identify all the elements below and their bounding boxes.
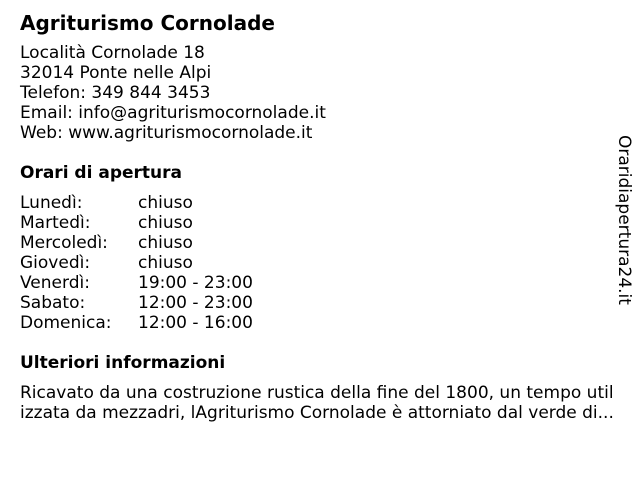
hours-day: Venerdì: xyxy=(20,273,90,293)
hours-row-tuesday xyxy=(20,213,620,233)
hours-table xyxy=(20,193,620,333)
hours-heading: Orari di apertura xyxy=(20,163,182,183)
hours-day: Lunedì: xyxy=(20,193,83,213)
hours-time: 19:00 - 23:00 xyxy=(138,273,253,293)
site-watermark: Oraridiapertura24.it xyxy=(614,135,634,305)
hours-row-thursday xyxy=(20,253,620,273)
hours-day: Martedì: xyxy=(20,213,91,233)
info-heading: Ulteriori informazioni xyxy=(20,353,226,373)
hours-day: Giovedì: xyxy=(20,253,91,273)
address-city: 32014 Ponte nelle Alpi xyxy=(20,63,212,83)
hours-time: chiuso xyxy=(138,253,193,273)
hours-time: 12:00 - 16:00 xyxy=(138,313,253,333)
hours-row-wednesday xyxy=(20,233,620,253)
hours-day: Sabato: xyxy=(20,293,86,313)
hours-row-saturday xyxy=(20,293,620,313)
hours-day: Mercoledì: xyxy=(20,233,108,253)
info-text-line-1: Ricavato da una costruzione rustica della fine del 1800, un tempo util xyxy=(20,383,614,403)
hours-time: chiuso xyxy=(138,233,193,253)
address-street: Località Cornolade 18 xyxy=(20,43,205,63)
info-text-line-2: izzata da mezzadri, lAgriturismo Cornolade è attorniato dal verde di... xyxy=(20,403,614,423)
hours-time: 12:00 - 23:00 xyxy=(138,293,253,313)
web-line: Web: www.agriturismocornolade.it xyxy=(20,123,313,143)
business-name: Agriturismo Cornolade xyxy=(20,11,275,35)
phone-line: Telefon: 349 844 3453 xyxy=(20,83,211,103)
hours-time: chiuso xyxy=(138,193,193,213)
hours-day: Domenica: xyxy=(20,313,112,333)
hours-row-friday xyxy=(20,273,620,293)
hours-row-monday xyxy=(20,193,620,213)
listing-card xyxy=(20,9,620,423)
hours-time: chiuso xyxy=(138,213,193,233)
email-line: Email: info@agriturismocornolade.it xyxy=(20,103,326,123)
hours-row-sunday xyxy=(20,313,620,333)
